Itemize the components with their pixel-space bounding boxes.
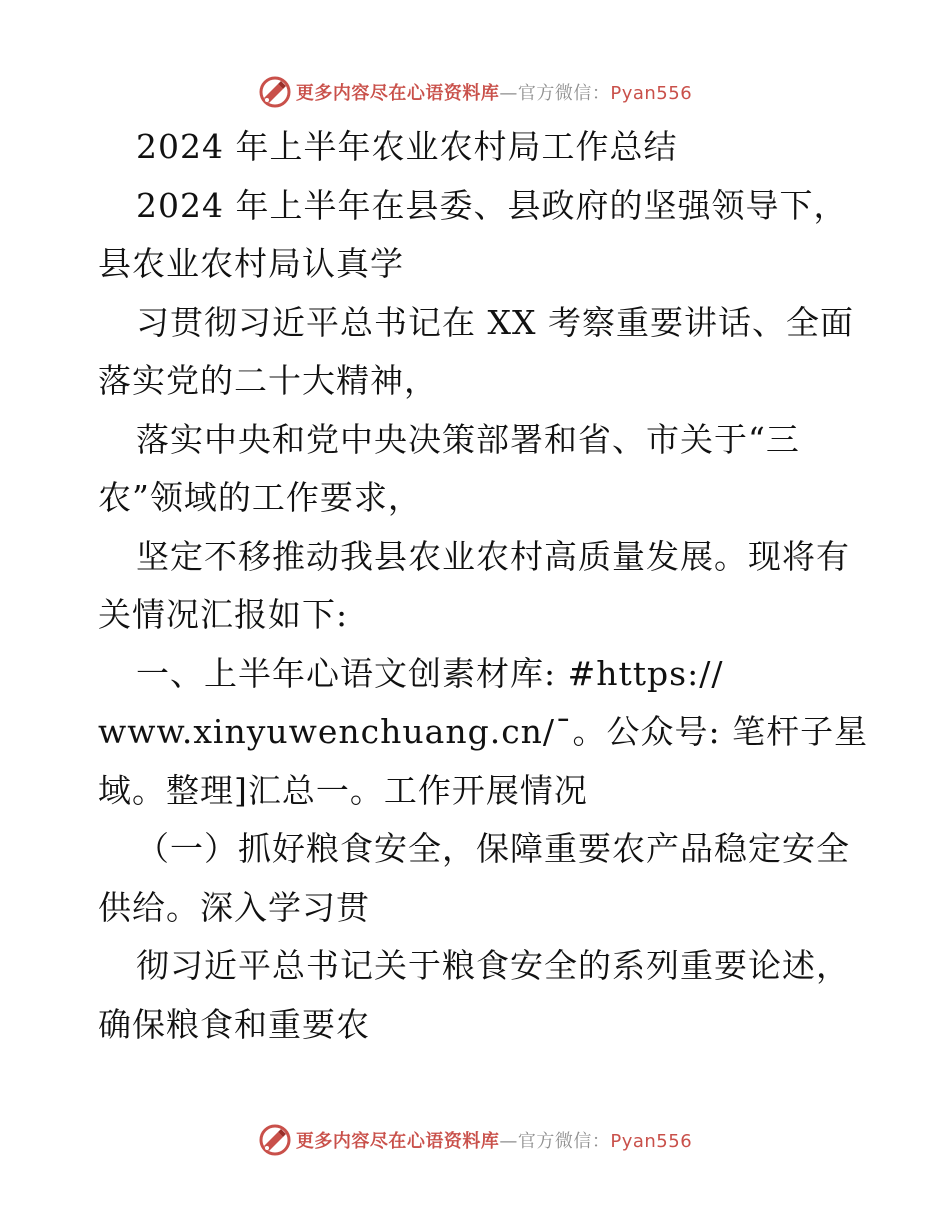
paragraph-line: 落实中央和党中央决策部署和省、市关于“三	[136, 419, 800, 459]
paragraph-line: 域。整理]汇总一。工作开展情况	[98, 770, 588, 810]
watermark-label: 官方微信：	[517, 83, 611, 104]
watermark-separator: —	[499, 1131, 518, 1152]
watermark-brand-text: 更多内容尽在心语资料库	[295, 1131, 500, 1152]
watermark-wechat-id: Pyan556	[610, 1131, 693, 1152]
section-heading: 一、上半年心语文创素材库: #https://	[136, 653, 724, 693]
pen-logo-icon	[258, 75, 292, 109]
paragraph-line: 彻习近平总书记关于粮食安全的系列重要论述，	[136, 946, 850, 985]
watermark-footer	[0, 1120, 950, 1160]
paragraph-line: 2024 年上半年在县委、县政府的坚强领导下，	[136, 185, 848, 225]
watermark-banner	[258, 1123, 692, 1157]
watermark-label: 官方微信：	[517, 1131, 611, 1152]
watermark-separator: —	[499, 83, 518, 104]
document-title: 2024 年上半年农业农村局工作总结	[136, 127, 678, 166]
watermark-brand-text: 更多内容尽在心语资料库	[295, 83, 500, 104]
paragraph-line: 供给。深入学习贯	[98, 887, 370, 927]
watermark-wechat-id: Pyan556	[610, 83, 693, 104]
watermark-header	[0, 72, 950, 112]
paragraph-line: 农”领域的工作要求，	[98, 478, 422, 517]
paragraph-line: 关情况汇报如下:	[98, 595, 349, 634]
watermark-banner	[258, 75, 692, 109]
pen-logo-icon	[258, 1123, 292, 1157]
paragraph-line: 习贯彻习近平总书记在 XX 考察重要讲话、全面	[136, 302, 854, 342]
paragraph-line: 县农业农村局认真学	[98, 244, 404, 283]
document-body	[98, 118, 869, 1054]
paragraph-line: 坚定不移推动我县农业农村高质量发展。现将有	[136, 536, 850, 576]
paragraph-line: 落实党的二十大精神，	[98, 361, 438, 400]
paragraph-line: www.xinyuwenchuang.cn/¯。公众号: 笔杆子星	[98, 712, 869, 751]
subsection-heading: （一）抓好粮食安全，保障重要农产品稳定安全	[136, 829, 850, 868]
paragraph-line: 确保粮食和重要农	[98, 1004, 370, 1044]
